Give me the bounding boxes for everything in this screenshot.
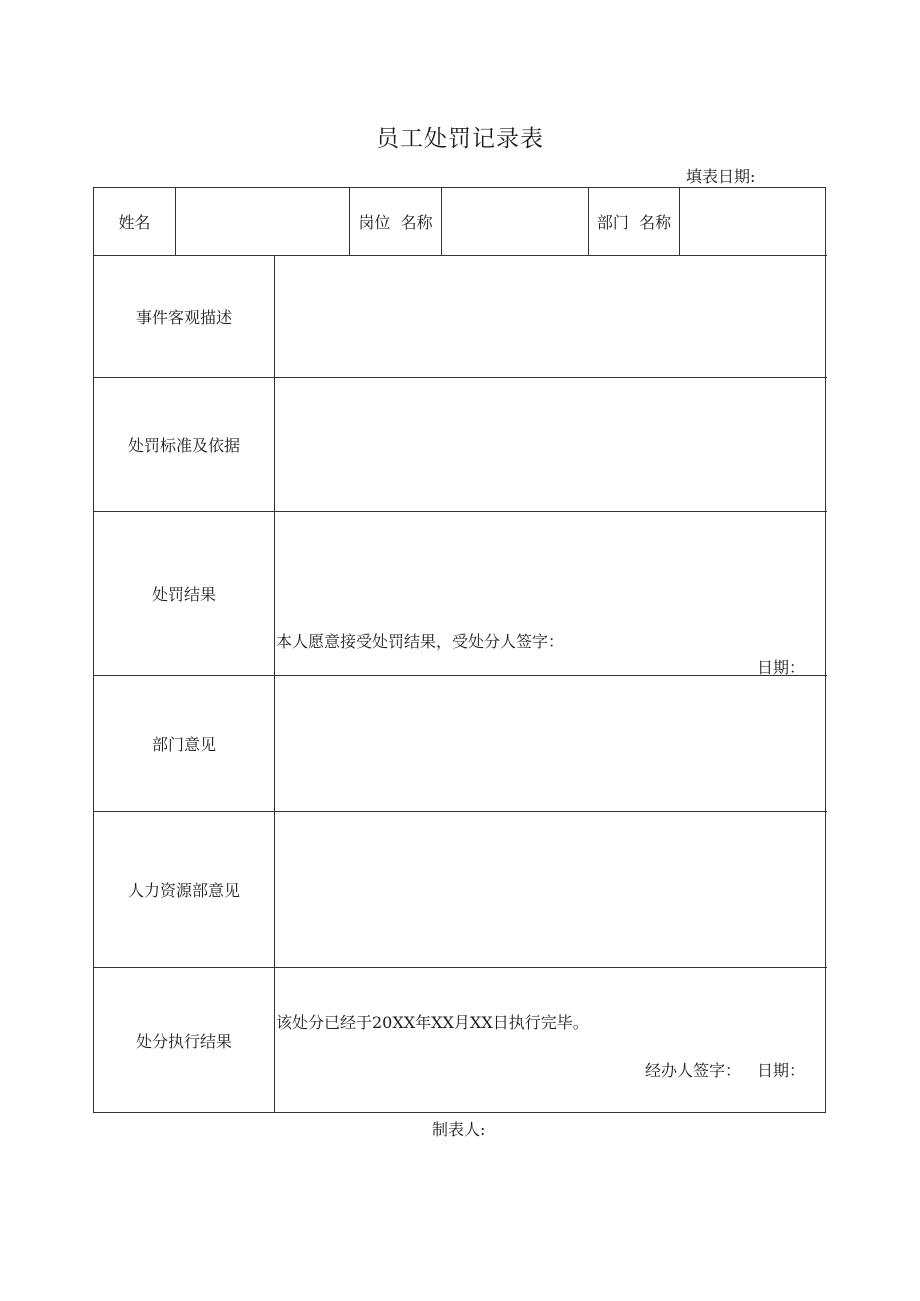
department-field[interactable] — [680, 188, 826, 255]
position-label: 岗位 名称 — [358, 213, 433, 232]
dept-opinion-label: 部门意见 — [151, 735, 216, 754]
fill-date-label: 填表日期: — [686, 167, 756, 186]
execution-statement: 该处分已经于20XX年XX月XX日执行完毕。 — [276, 1013, 589, 1032]
result-date-label: 日期： — [757, 658, 806, 677]
punishment-record-table — [93, 187, 826, 1113]
hr-opinion-field[interactable] — [275, 812, 826, 967]
handler-signature-label: 经办人签字： — [645, 1061, 742, 1080]
preparer-label: 制表人: — [432, 1120, 486, 1139]
incident-field[interactable] — [275, 256, 826, 377]
hr-opinion-label: 人力资源部意见 — [127, 881, 240, 900]
execution-label: 处分执行结果 — [135, 1032, 232, 1051]
name-field[interactable] — [176, 188, 349, 255]
result-label: 处罚结果 — [151, 585, 216, 604]
incident-label: 事件客观描述 — [135, 308, 232, 327]
dept-opinion-field[interactable] — [275, 676, 826, 811]
name-label: 姓名 — [118, 213, 151, 232]
page-title: 员工处罚记录表 — [376, 126, 544, 152]
position-field[interactable] — [442, 188, 588, 255]
standard-field[interactable] — [275, 378, 826, 511]
execution-date-label: 日期： — [757, 1061, 806, 1080]
department-label: 部门 名称 — [596, 213, 672, 232]
acceptance-statement: 本人愿意接受处罚结果，受处分人签字： — [276, 632, 565, 651]
standard-label: 处罚标准及依据 — [127, 436, 240, 455]
